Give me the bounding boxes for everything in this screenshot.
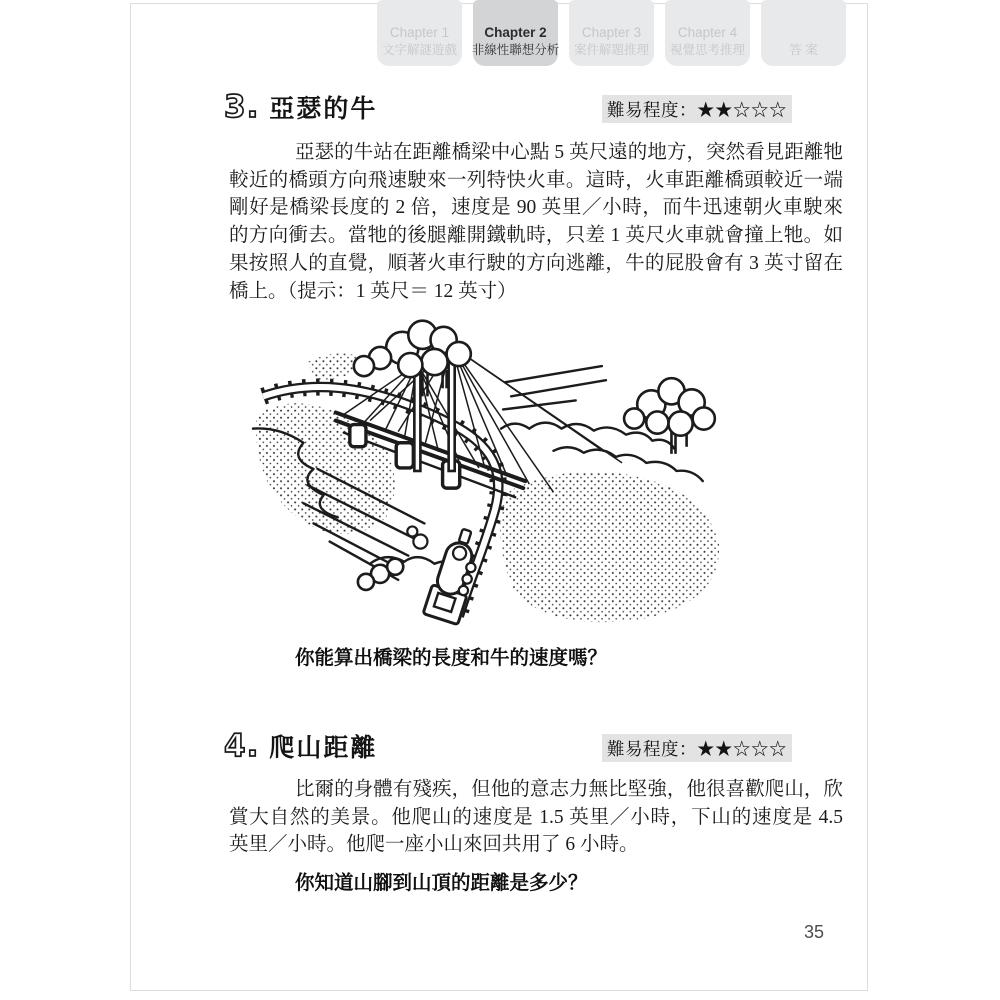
page-number: 35 (804, 922, 825, 942)
tab-subtitle: 答 案 (789, 43, 818, 57)
difficulty-badge: 難易程度：★★☆☆☆ (602, 95, 792, 123)
tab-chapter-1[interactable] (377, 0, 462, 66)
bridge-drawing-svg (251, 309, 735, 639)
difficulty-badge: 難易程度：★★☆☆☆ (602, 734, 792, 762)
tab-chapter-3[interactable] (569, 0, 654, 66)
section-4-title: 爬山距離 (269, 734, 378, 762)
tab-chapter-label: Chapter 4 (677, 25, 738, 40)
book-page (130, 3, 868, 991)
section-3-body: 亞瑟的牛站在距離橋梁中心點 5 英尺遠的地方，突然看見距離牠較近的橋頭方向飛速駛來一列特快火車。這時，火車距離橋頭較近一端剛好是橋梁長度的 2 倍，速度是 90 英里／小時，而牛迅速朝火車駛來的方向衝去。當牠的後腿離開鐵軌時，只差 1 英尺火車就會撞上牠。如果按照人的直覺，順著火車行駛的方向逃離，牛的屁股會有 3 英寸留在橋上。（提示：1 英尺＝ 12 英寸） (229, 142, 843, 302)
tab-chapter-label: Chapter 2 (484, 25, 547, 40)
section-4-question: 你知道山腳到山頂的距離是多少？ (295, 873, 588, 894)
tab-chapter-label: Chapter 3 (581, 25, 642, 40)
tab-subtitle: 非線性聯想分析 (471, 43, 560, 57)
tab-chapter-label: Chapter 1 (389, 25, 450, 40)
chapter-tabs (377, 0, 846, 66)
bridge-railway-train-illustration (251, 309, 735, 639)
tab-subtitle: 案件解題推理 (573, 43, 649, 57)
tab-subtitle: 文字解謎遊戲 (381, 43, 457, 57)
section-4-number: 4. (224, 728, 260, 764)
tab-chapter-4[interactable] (665, 0, 750, 66)
tab-answers[interactable] (761, 0, 846, 66)
section-4-heading (224, 728, 377, 764)
section-3-heading (224, 89, 377, 125)
section-3-question: 你能算出橋梁的長度和牛的速度嗎？ (295, 648, 608, 669)
section-3-number: 3. (224, 89, 260, 125)
tab-subtitle: 視覺思考推理 (669, 43, 745, 57)
section-4-body: 比爾的身體有殘疾，但他的意志力無比堅強，他很喜歡爬山，欣賞大自然的美景。他爬山的速度是 1.5 英里／小時，下山的速度是 4.5 英里／小時。他爬一座小山來回共用了 6 小時。 (229, 779, 843, 856)
section-3-title: 亞瑟的牛 (269, 95, 378, 123)
tab-chapter-2[interactable] (473, 0, 558, 66)
